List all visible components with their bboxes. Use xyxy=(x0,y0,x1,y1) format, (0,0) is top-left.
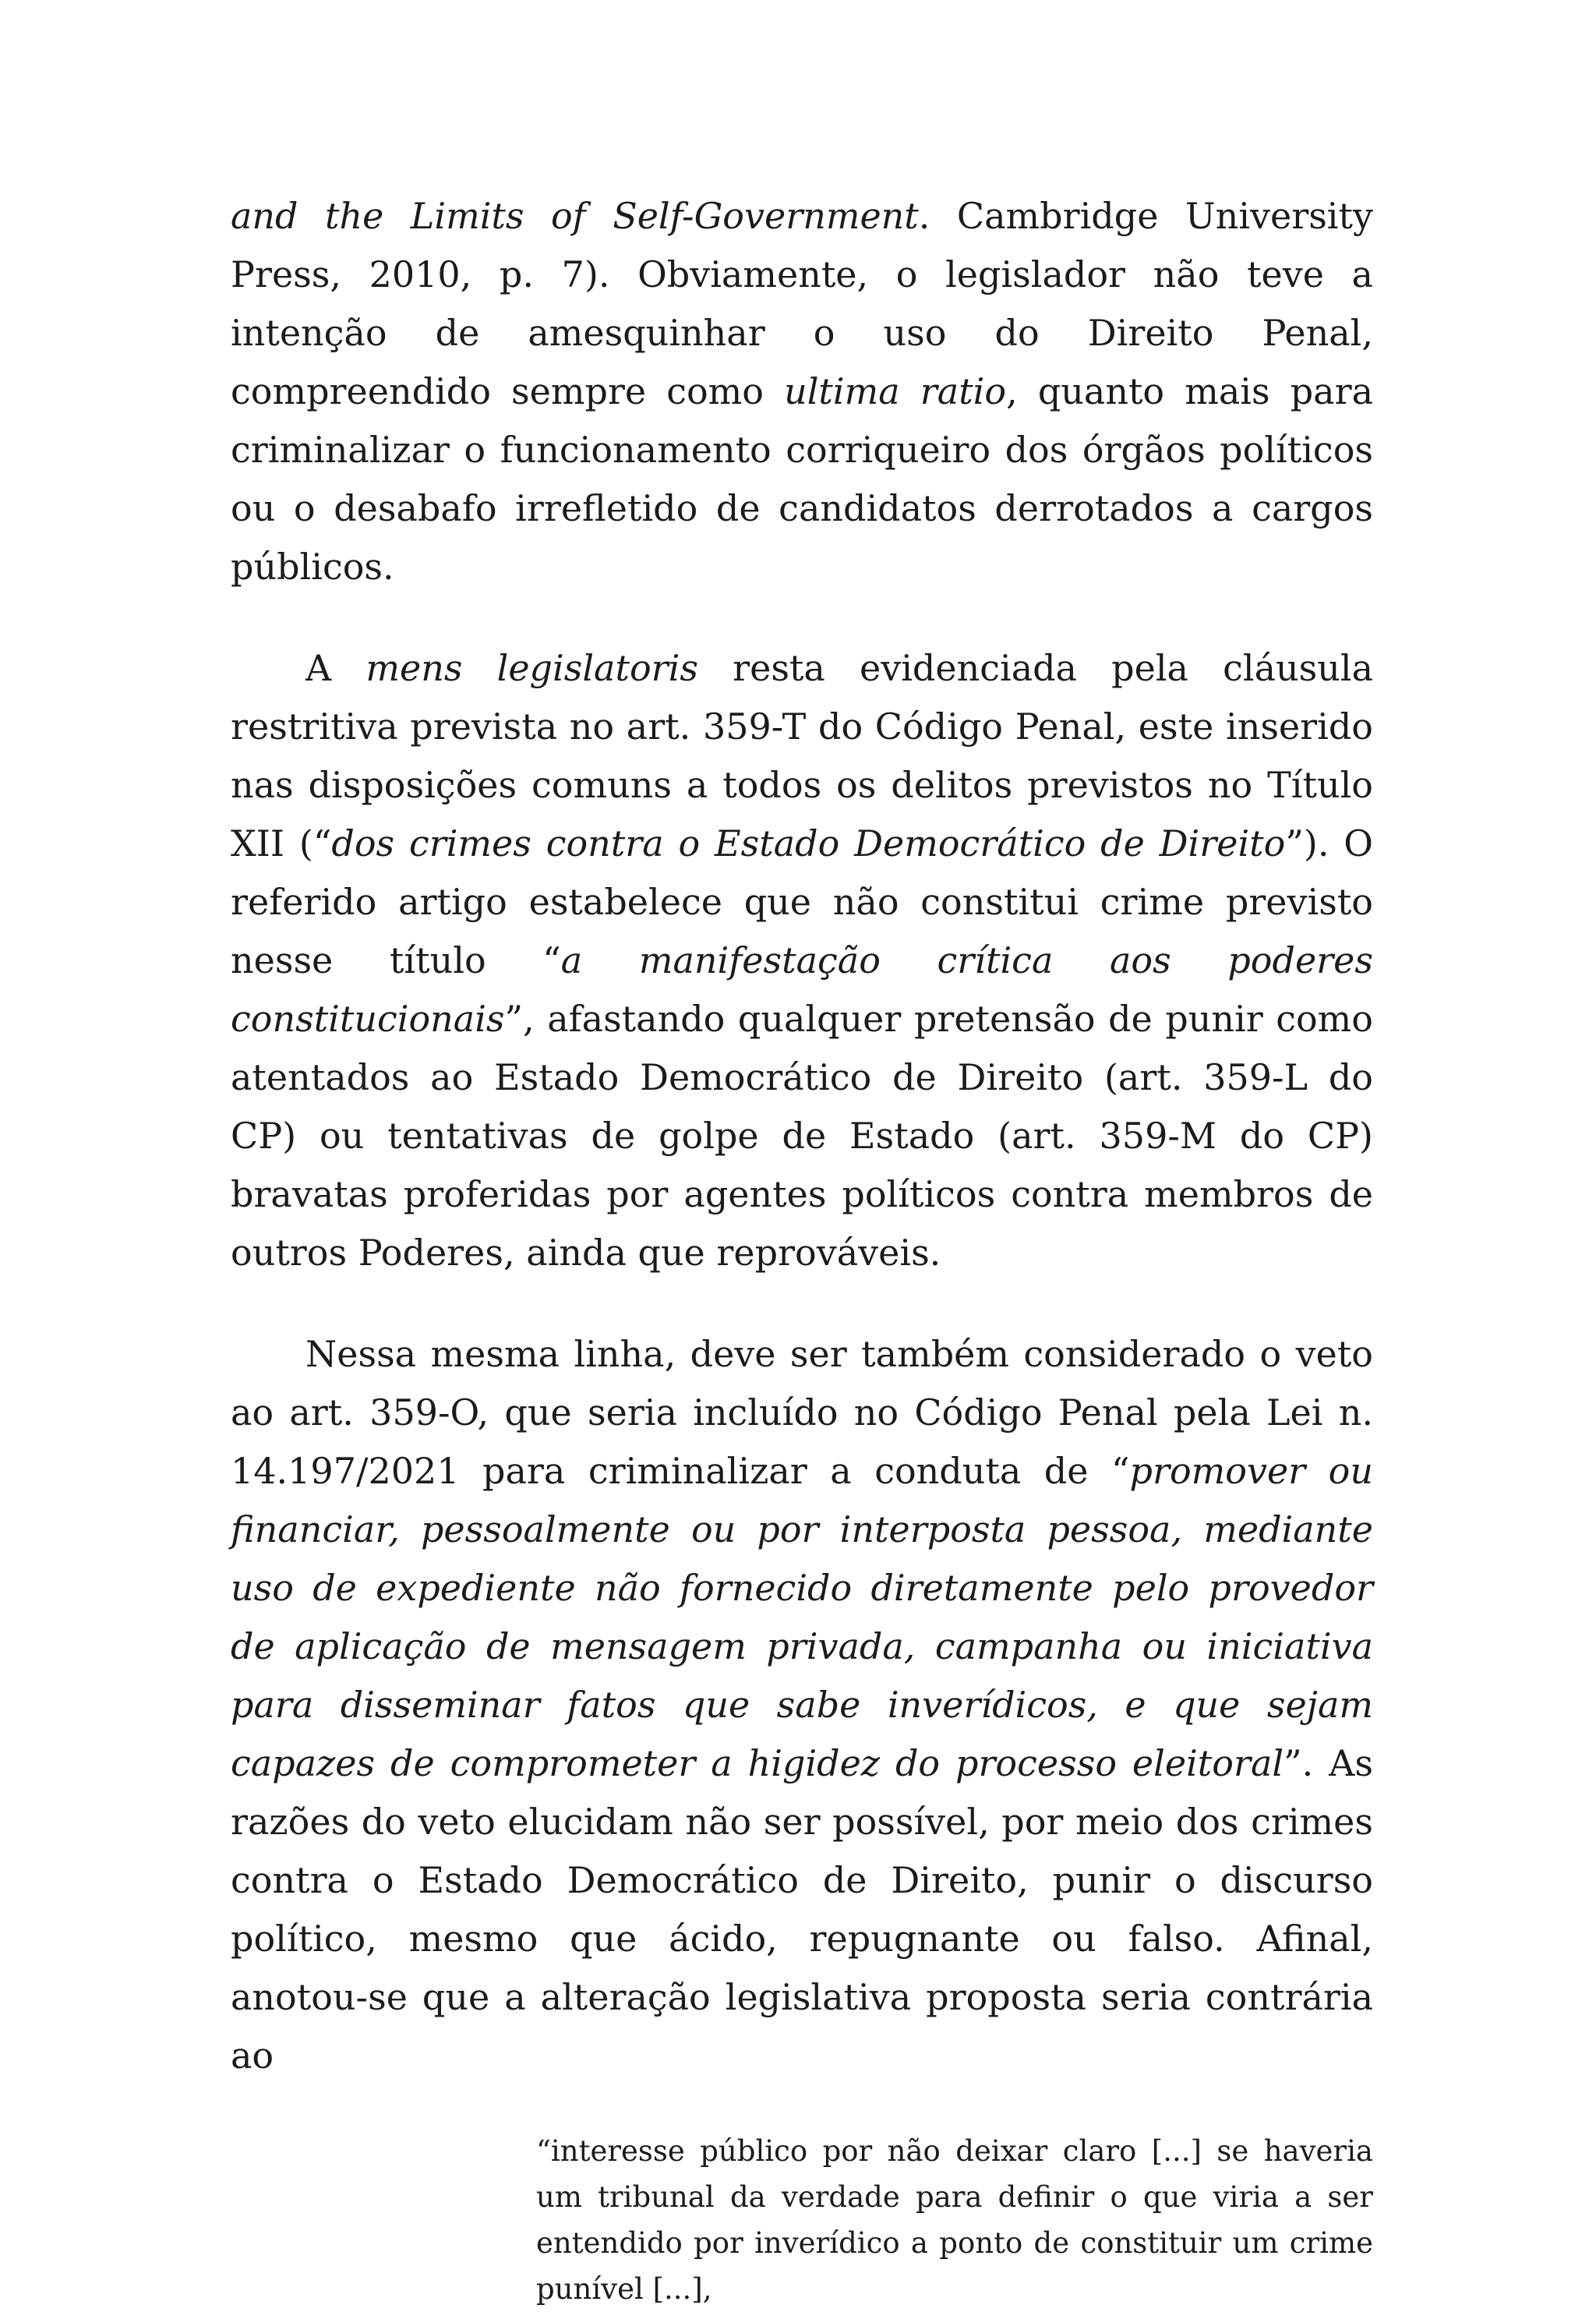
italic-run: dos crimes contra o Estado Democrático de Direito xyxy=(331,822,1286,864)
italic-run: and the Limits of Self-Government xyxy=(231,195,919,237)
italic-run: mens legislatoris xyxy=(365,647,698,689)
text-run: A xyxy=(305,647,366,689)
paragraph-2 xyxy=(231,639,1373,1282)
italic-run: a manifestação crítica aos poderes constitucionais xyxy=(231,939,1373,1040)
text-run: resta evidenciada pela cláusula restritiva prevista no art. 359-T do Código Penal, este inserido nas disposições comuns a todos os delitos previstos no Título XII (“ xyxy=(231,647,1374,864)
text-run: , quanto mais para criminalizar o funcionamento corriqueiro dos órgãos políticos ou o desabafo irrefletido de candidatos derrotados a cargos públicos. xyxy=(231,370,1373,588)
document-page xyxy=(231,187,1373,2312)
text-run: ”). O referido artigo estabelece que não constitui crime previsto nesse título “ xyxy=(231,822,1373,981)
italic-run: promover ou financiar, pessoalmente ou por interposta pessoa, mediante uso de expediente não fornecido diretamente pelo provedor de aplicação de mensagem privada, campanha ou iniciativa para disseminar fatos que sabe inverídicos, e que sejam capazes de comprometer a higidez do processo eleitoral xyxy=(231,1450,1373,1784)
text-run: . Cambridge University Press, 2010, p. 7). Obviamente, o legislador não teve a intenção de amesquinhar o uso do Direito Penal, compreendido sempre como xyxy=(231,195,1373,412)
paragraph-1 xyxy=(231,187,1373,596)
paragraph-3 xyxy=(231,1325,1373,2085)
text-run: Nessa mesma linha, deve ser também considerado o veto ao art. 359-O, que seria incluído no Código Penal pela Lei n. 14.197/2021 para criminalizar a conduta de “ xyxy=(231,1333,1373,1492)
text-run: ”, afastando qualquer pretensão de punir como atentados ao Estado Democrático de Direito (art. 359-L do CP) ou tentativas de golpe de Estado (art. 359-M do CP) bravatas proferidas por agentes políticos contra membros de outros Poderes, ainda que reprováveis. xyxy=(231,998,1373,1274)
text-run: ”. As razões do veto elucidam não ser possível, por meio dos crimes contra o Estado Democrático de Direito, punir o discurso político, mesmo que ácido, repugnante ou falso. Afinal, anotou-se que a alteração legislativa proposta seria contrária ao xyxy=(231,1742,1373,2077)
italic-run: ultima ratio xyxy=(784,370,1007,412)
block-quote: “interesse público por não deixar claro [...] se haveria um tribunal da verdade para definir o que viria a ser entendido por inverídico a ponto de constituir um crime punível [...], xyxy=(536,2134,1373,2306)
